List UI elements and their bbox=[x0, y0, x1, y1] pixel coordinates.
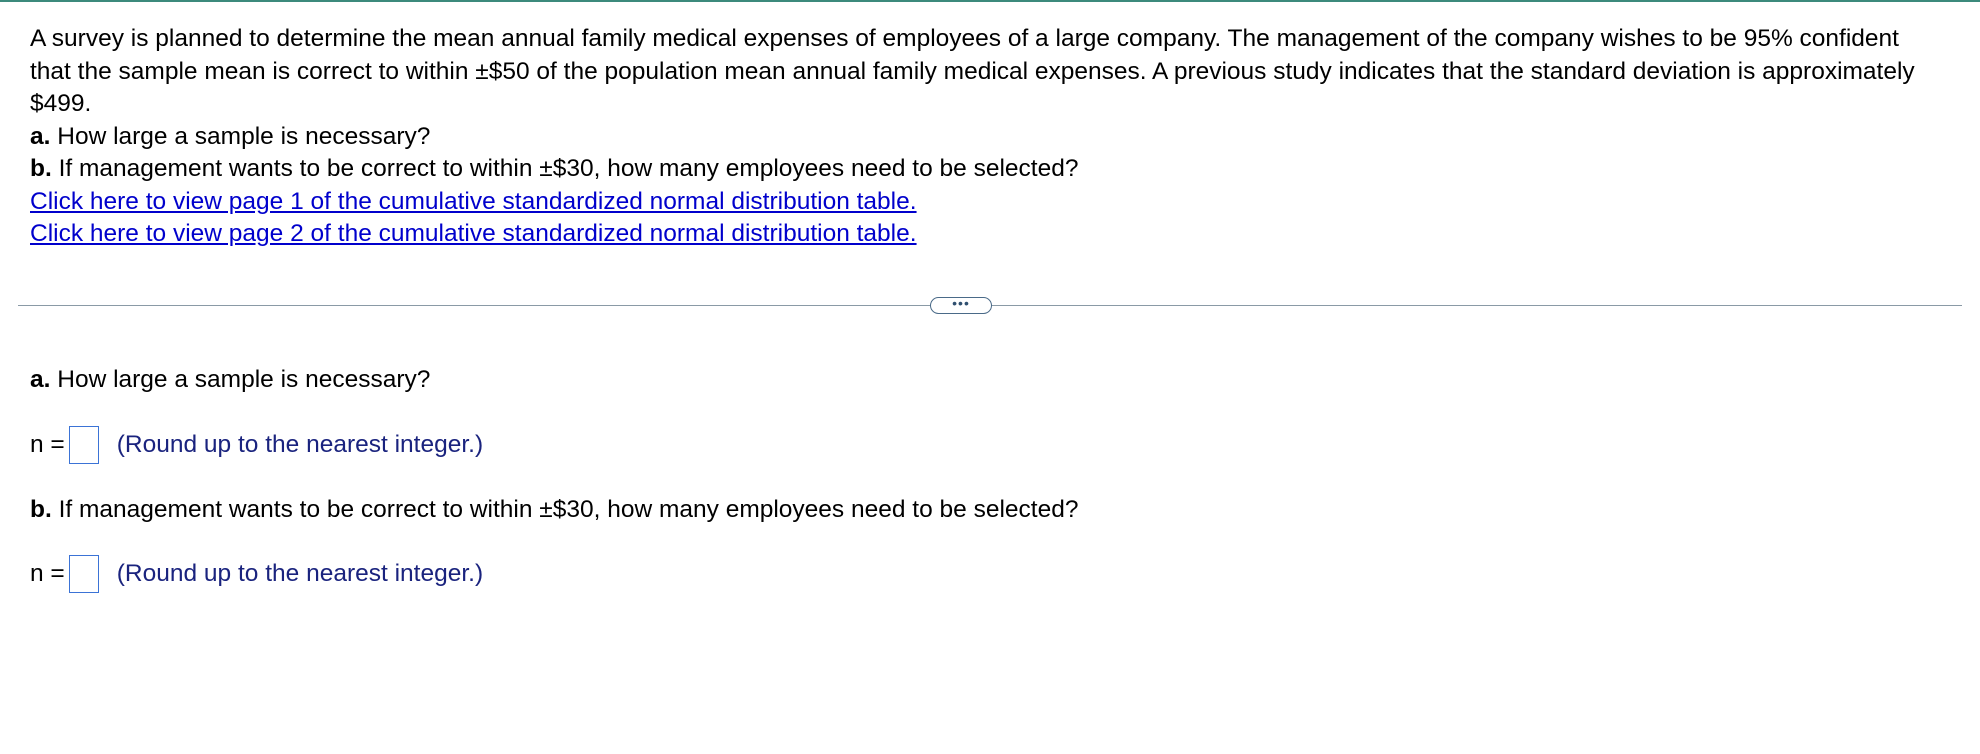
answer-b-label: n = bbox=[30, 560, 65, 587]
part-a-text: How large a sample is necessary? bbox=[57, 122, 431, 150]
answer-b-marker: b. bbox=[30, 496, 52, 523]
top-border bbox=[0, 0, 1980, 2]
normal-table-page-2-link[interactable]: Click here to view page 2 of the cumulative standardized normal distribution table. bbox=[30, 220, 917, 247]
answer-a-text: How large a sample is necessary? bbox=[57, 366, 431, 393]
answer-b-row bbox=[30, 554, 483, 594]
part-a-marker: a. bbox=[30, 122, 51, 150]
expand-more-button[interactable]: ••• bbox=[930, 297, 992, 314]
answer-a-marker: a. bbox=[30, 366, 51, 393]
answer-a-row bbox=[30, 425, 483, 465]
part-b-marker: b. bbox=[30, 155, 52, 182]
question-part-a bbox=[30, 121, 1940, 154]
part-b-text: If management wants to be correct to within ±$30, how many employees need to be selected? bbox=[58, 155, 1079, 182]
question-intro: A survey is planned to determine the mean annual family medical expenses of employees of a large company. The management of the company wishes to be 95% confident that the sample mean is correct to within ±$50 of the population mean annual family medical expenses. A previous study indicates that the standard deviation is approximately $499. bbox=[30, 25, 1915, 117]
answer-a-prompt bbox=[30, 364, 430, 396]
answer-b-text: If management wants to be correct to within ±$30, how many employees need to be selected? bbox=[58, 496, 1079, 523]
question-part-b bbox=[30, 153, 1940, 186]
answer-a-hint: (Round up to the nearest integer.) bbox=[116, 431, 484, 458]
answer-a-label: n = bbox=[30, 431, 65, 458]
normal-table-page-1-link[interactable]: Click here to view page 1 of the cumulative standardized normal distribution table. bbox=[30, 187, 917, 215]
answer-b-input[interactable] bbox=[69, 555, 99, 593]
question-text bbox=[30, 23, 1940, 251]
answer-b-hint: (Round up to the nearest integer.) bbox=[116, 560, 484, 587]
answer-a-input[interactable] bbox=[69, 426, 99, 464]
answer-b-prompt bbox=[30, 494, 1078, 526]
